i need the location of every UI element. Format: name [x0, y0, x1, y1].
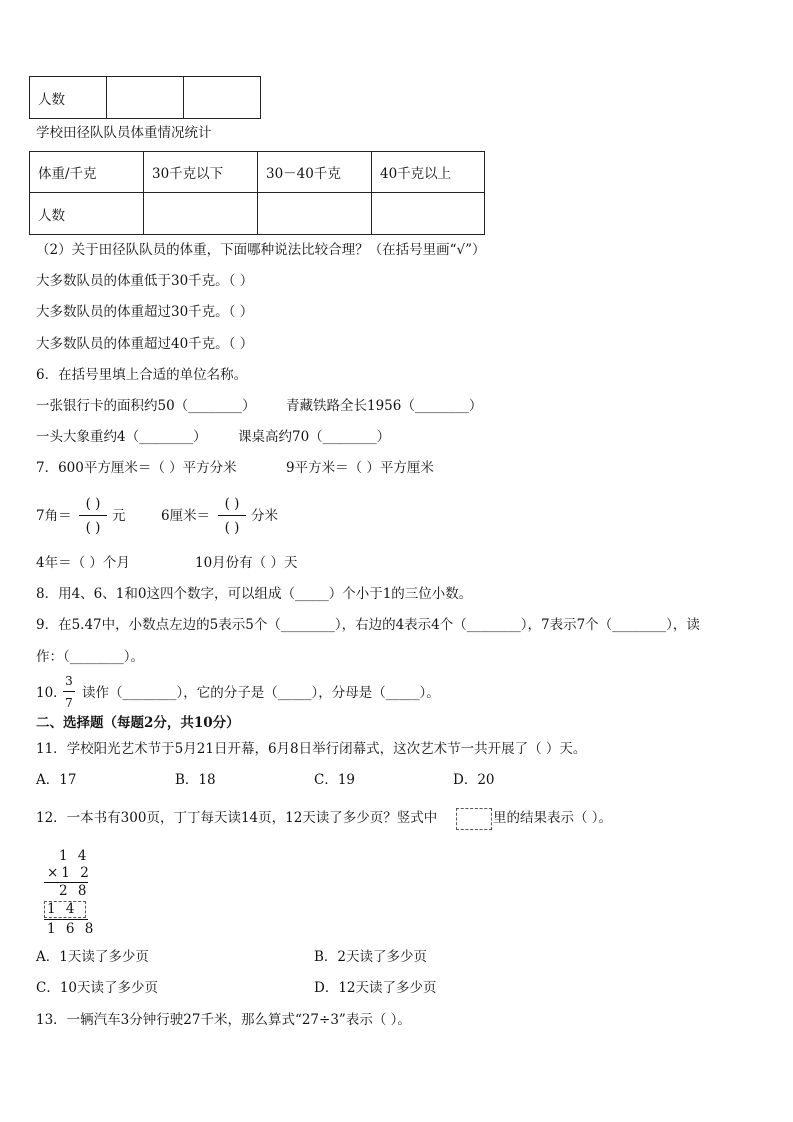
q10-denominator: 7 [65, 696, 73, 710]
table-2-row-label: 人数 [30, 193, 144, 235]
q12-dashed-box-icon [456, 808, 492, 830]
q12-calc-rule [44, 919, 88, 920]
table-1 [29, 76, 261, 119]
q7-line-1a[interactable]: 7．600平方厘米＝（ ）平方分米 [36, 460, 237, 476]
q7-frac1-left: 7角＝ [36, 508, 72, 524]
fraction-bar [218, 515, 246, 516]
q5-2-option[interactable]: 大多数队员的体重低于30千克。（ ） [36, 273, 254, 289]
table-2-header: 30千克以下 [144, 152, 258, 193]
fraction-bar [79, 515, 107, 516]
table-2-caption: 学校田径队队员体重情况统计 [36, 125, 212, 141]
q6-title: 6．在括号里填上合适的单位名称。 [36, 367, 248, 383]
q10-numerator: 3 [65, 674, 73, 688]
q8-text[interactable]: 8．用4、6、1和0这四个数字，可以组成（_____）个小于1的三位小数。 [36, 586, 473, 602]
q6-blank-elephant[interactable]: 一头大象重约4（________） [36, 429, 207, 445]
q7-frac2-numerator[interactable]: ( ) [224, 496, 240, 512]
q12-calc-multiplicand: 1 4 [59, 848, 90, 864]
q10-prefix: 10． [36, 685, 67, 701]
q12-calc-partial-1: 2 8 [59, 883, 90, 899]
q7-frac2-unit: 分米 [251, 508, 278, 524]
table-1-cell [107, 77, 184, 119]
q5-2-option[interactable]: 大多数队员的体重超过30千克。（ ） [36, 304, 254, 320]
table-1-row-label: 人数 [30, 77, 107, 119]
q11-option-c[interactable]: C．19 [314, 772, 356, 788]
q6-blank-bank-card[interactable]: 一张银行卡的面积约50（________） [36, 398, 256, 414]
q7-frac2-denominator[interactable]: ( ) [224, 520, 240, 536]
q7-line-3a[interactable]: 4年＝（ ）个月 [36, 555, 130, 571]
q7-fraction-2[interactable] [215, 496, 249, 540]
q12-calc-partial-2: 1 4 [47, 901, 78, 917]
q7-frac1-unit: 元 [112, 508, 126, 524]
table-2-header: 30－40千克 [258, 152, 372, 193]
table-2-cell [258, 193, 372, 235]
q5-2-prompt: （2）关于田径队队员的体重，下面哪种说法比较合理？（在括号里画“√”） [36, 242, 486, 258]
q12-option-d[interactable]: D．12天读了多少页 [314, 980, 437, 996]
q12-text-a: 12．一本书有300页，丁丁每天读14页，12天读了多少页？竖式中 [36, 810, 438, 826]
fraction-bar [63, 691, 75, 692]
q7-frac1-numerator[interactable]: ( ) [85, 496, 101, 512]
q5-2-option[interactable]: 大多数队员的体重超过40千克。（ ） [36, 336, 254, 352]
q11-option-d[interactable]: D．20 [453, 772, 495, 788]
q12-calc-product: 1 6 8 [47, 921, 97, 937]
q6-blank-desk[interactable]: 课桌高约70（________） [238, 429, 391, 445]
q7-frac2-left: 6厘米＝ [161, 508, 211, 524]
table-2 [29, 151, 485, 235]
q10-fraction [60, 674, 78, 714]
q13-text: 13．一辆汽车3分钟行驶27千米，那么算式“27÷3”表示（ ）。 [36, 1012, 411, 1028]
q11-option-b[interactable]: B．18 [175, 772, 216, 788]
table-1-cell [184, 77, 261, 119]
q12-option-c[interactable]: C．10天读了多少页 [36, 980, 159, 996]
q10-text[interactable]: 读作（________），它的分子是（_____），分母是（_____）。 [82, 685, 440, 701]
q9-line-1[interactable]: 9．在5.47中，小数点左边的5表示5个（________），右边的4表示4个（________），7表示7个（________），读 [36, 617, 700, 633]
table-2-header: 体重/千克 [30, 152, 144, 193]
table-2-header: 40千克以上 [372, 152, 485, 193]
q12-option-b[interactable]: B．2天读了多少页 [314, 949, 428, 965]
q11-text: 11．学校阳光艺术节于5月21日开幕，6月8日举行闭幕式，这次艺术节一共开展了（ ）天。 [36, 741, 587, 757]
section-2-title: 二、选择题（每题2分，共10分） [36, 715, 240, 731]
q9-line-2[interactable]: 作：（________）。 [36, 649, 144, 665]
q7-line-3b[interactable]: 10月份有（ ）天 [195, 555, 298, 571]
q11-option-a[interactable]: A．17 [36, 772, 77, 788]
q12-calc-multiplier: ×1 2 [47, 865, 92, 881]
q7-fraction-1[interactable] [76, 496, 110, 540]
table-2-cell [372, 193, 485, 235]
q12-option-a[interactable]: A．1天读了多少页 [36, 949, 149, 965]
q12-text-b: 里的结果表示（ ）。 [493, 810, 613, 826]
table-2-cell [144, 193, 258, 235]
q7-line-1b[interactable]: 9平方米＝（ ）平方厘米 [286, 460, 434, 476]
q7-frac1-denominator[interactable]: ( ) [85, 520, 101, 536]
q6-blank-railway[interactable]: 青藏铁路全长1956（________） [286, 398, 483, 414]
